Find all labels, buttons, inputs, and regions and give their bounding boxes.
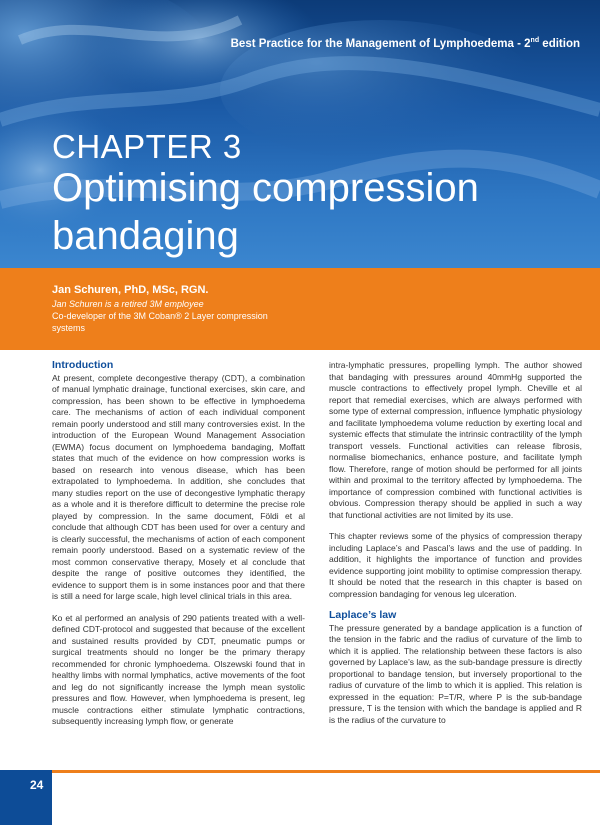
author-name: Jan Schuren, PhD, MSc, RGN. xyxy=(52,284,209,296)
chapter-label: CHAPTER 3 xyxy=(52,128,242,165)
author-role: Co-developer of the 3M Coban® 2 Layer compression systems xyxy=(52,311,268,333)
introduction-heading: Introduction xyxy=(52,359,114,371)
hero-image xyxy=(0,0,600,268)
series-title-tail: edition xyxy=(539,37,580,50)
series-title xyxy=(231,37,580,50)
chapter-title xyxy=(52,164,479,260)
right-paragraph-1: intra-lymphatic pressures, propelling lymph. The author showed that bandaging with pressures around 40mmHg supported the muscle contractions to effectively propel lymph. Cheville et al report that remedial exercises, which are always performed with some type of external compression, influence lymphatic physiology and facilitate lymphoedema volume reduction by exerting local and systemic effects that stimulate the intrinsic contractility of the lymph transport vessels. Functional activities can release fibrosis, normalise biomechanics, enhance posture, and facilitate lymph flow. Therefore, range of motion should be performed for all joints within and proximal to the territory affected by lymphoedema. The importance of compression combined with functional activities is obvious. Compression therapy should be applied in such a way that functional activities are not limited by its use. xyxy=(329,360,582,520)
chapter-title-line1: Optimising compression xyxy=(52,166,479,210)
intro-paragraph-2: Ko et al performed an analysis of 290 patients treated with a well-defined CDT-protocol and suggested that because of the excellent and sustained results provided by CDT, pneumatic pumps or surgical treatments should no longer be the primary therapy recommended for chronic lymphoedema. Olszewski found that in healthy limbs with normal lymphatics, active movements of the foot and leg do not significantly increase the lymph mean systolic pressures and flow. However, when lymphoedema is present, leg muscle contractions either stimulate lymphatic contractions, subsequently increasing lymph flow, or generate xyxy=(52,612,305,726)
laplace-heading: Laplace’s law xyxy=(329,609,397,621)
footer-rule xyxy=(52,770,600,773)
series-title-sup: nd xyxy=(530,37,540,44)
laplace-paragraph-1: The pressure generated by a bandage application is a function of the tension in the fabric and the radius of curvature of the limb to which it is applied. The relationship between these factors is also governed by Laplace’s law, as the sub-bandage pressure is directly proportional to bandage tension, but inversely proportional to the radius of curvature of the limb to which it is applied. This relation is expressed in the equation: P=T/R, where P is the sub-bandage pressure, T is the tension with which the bandage is applied and R is the radius of the curvature to xyxy=(329,622,582,725)
right-paragraph-2: This chapter reviews some of the physics of compression therapy including Laplace’s and Pascal’s laws and the use of padding. In addition, it highlights the importance of function and provides evidence supporting joint mobility to optimise compression therapy. It should be noted that the research in this chapter is based on compression bandaging for venous leg ulceration. xyxy=(329,531,582,599)
chapter-title-line2: bandaging xyxy=(52,214,239,258)
author-block xyxy=(52,284,282,334)
page-number-tab xyxy=(0,770,52,825)
author-note: Jan Schuren is a retired 3M employee xyxy=(52,299,204,309)
page-number: 24 xyxy=(30,778,44,792)
intro-paragraph-1: At present, complete decongestive therapy (CDT), a combination of manual lymphatic drainage, functional exercises, skin care, and compression, has been shown to be effective in lymphoedema care. The mechanisms of action of each individual component remain poorly understood and still many controversies exist. In the introduction of the European Wound Management Association (EWMA) focus document on lymphoedema bandaging, Moffatt states that much of the evidence on how compression works is based on research into venous disease, which has been extrapolated to lymphoedema. In addition, she concludes that many studies report on the use of decongestive lymphatic therapy as a whole and it is therefore difficult to determine the precise role played by compression. In the same document, Földi et al conclude that although CDT has been used for over a century and is clearly successful, the mechanisms of action of each component remain poorly understood. Based on a systematic review of the most common conservative therapy, Mosely et al conclude that despite the range of positive outcomes they identified, the evidence to support them is in some instances poor and that there is still a need for large scale, high level clinical trials in this area. xyxy=(52,372,305,601)
series-title-text: Best Practice for the Management of Lymphoedema - 2 xyxy=(230,37,531,50)
left-column xyxy=(52,360,305,738)
right-column xyxy=(329,360,582,736)
